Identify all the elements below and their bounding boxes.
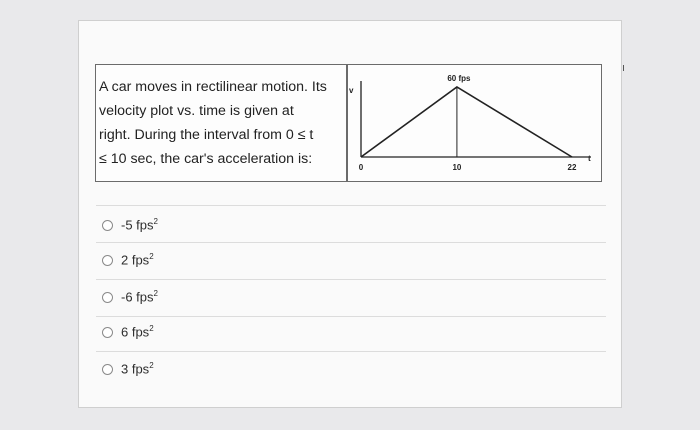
answer-option[interactable] — [102, 322, 154, 342]
velocity-time-plot — [347, 65, 601, 181]
answer-option[interactable] — [102, 250, 154, 270]
answer-option[interactable] — [102, 215, 158, 235]
option-separator — [96, 242, 606, 243]
option-separator — [96, 351, 606, 352]
radio-button[interactable] — [102, 255, 113, 266]
question-text — [99, 75, 349, 171]
option-label: 6 fps$^2$ — [121, 324, 154, 340]
peak-annotation: 60 fps — [447, 74, 471, 83]
x-tick-label: 22 — [567, 163, 577, 172]
y-axis-label: v — [349, 86, 354, 95]
velocity-series-line — [361, 87, 572, 157]
question-box — [95, 64, 602, 182]
x-tick-label: 0 — [358, 163, 364, 172]
option-label: -5 fps$^2$ — [121, 217, 158, 233]
radio-button[interactable] — [102, 292, 113, 303]
decorative-mark — [623, 65, 624, 71]
option-separator — [96, 316, 606, 317]
option-separator — [96, 205, 606, 206]
answer-option[interactable] — [102, 359, 154, 379]
option-separator — [96, 279, 606, 280]
question-line: right. During the interval from 0 ≤ t — [99, 127, 314, 143]
question-line: velocity plot vs. time is given at — [99, 103, 294, 119]
x-tick-label: 10 — [452, 163, 462, 172]
option-label: 2 fps$^2$ — [121, 252, 154, 268]
radio-button[interactable] — [102, 220, 113, 231]
option-label: -6 fps$^2$ — [121, 289, 158, 305]
question-line: A car moves in rectilinear motion. Its — [99, 79, 327, 95]
answer-option[interactable] — [102, 287, 158, 307]
question-line: ≤ 10 sec, the car's acceleration is: — [99, 151, 313, 167]
radio-button[interactable] — [102, 364, 113, 375]
option-label: 3 fps$^2$ — [121, 361, 154, 377]
x-axis-label: t — [588, 154, 591, 163]
radio-button[interactable] — [102, 327, 113, 338]
